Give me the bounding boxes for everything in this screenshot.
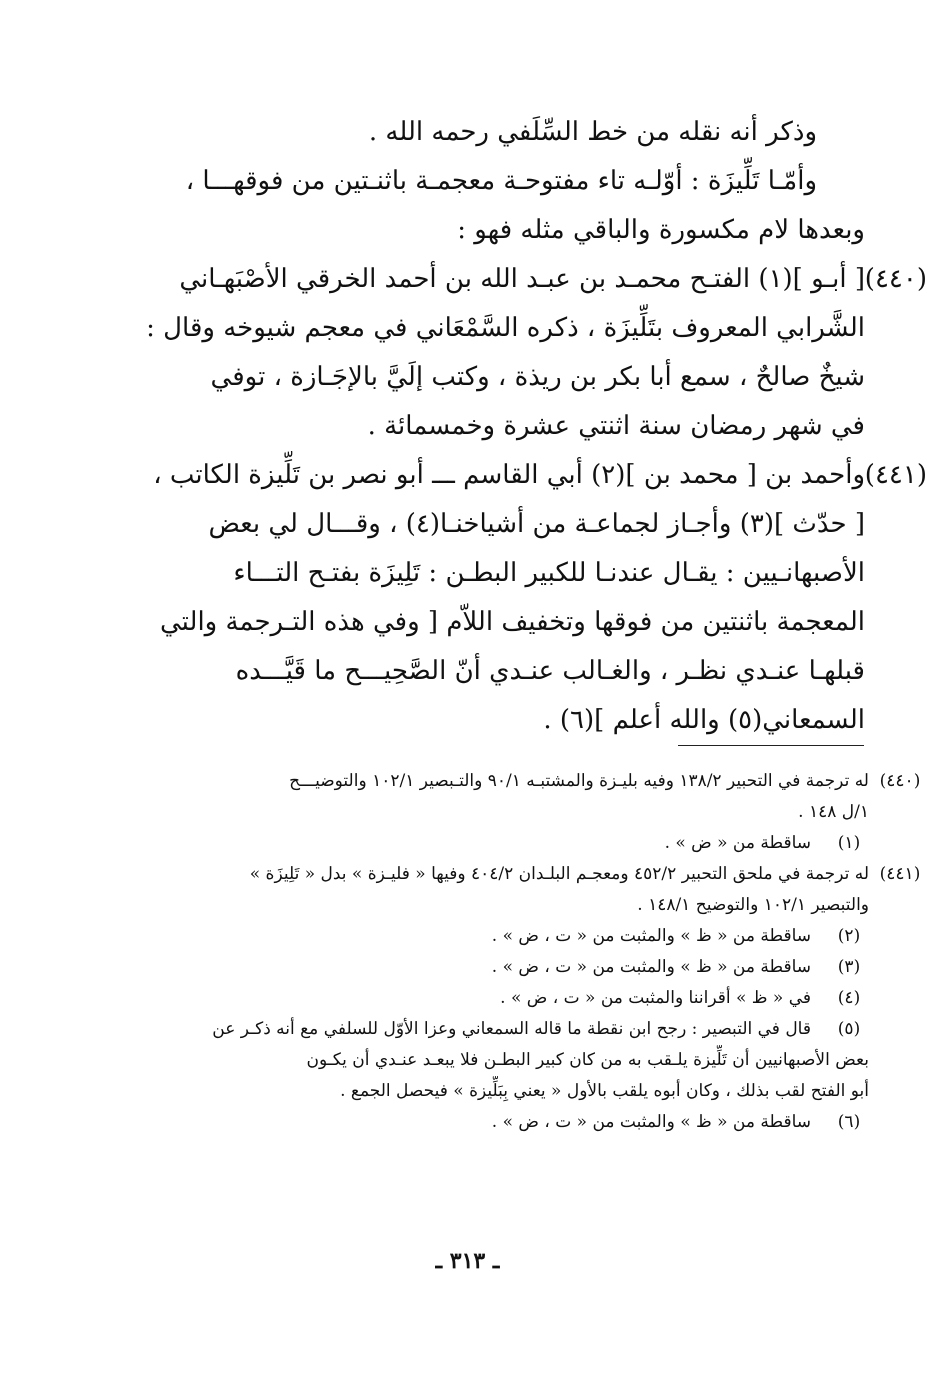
- main-text: [145, 108, 927, 745]
- footnote-441-4: [129, 983, 869, 1014]
- footnote-line: ساقطة من « ظ » والمثبت من « ت ، ض » .: [491, 1112, 811, 1132]
- text-line: وذكر أنه نقله من خط السِّلَفي رحمه الله .: [368, 117, 817, 147]
- footnotes: [129, 766, 921, 1138]
- footnote-440-1: [129, 828, 869, 859]
- footnote-line: أبو الفتح لقب بذلك ، وكان أبوه يلقب بالأول « يعني بِبَلِّيزة » فيحصل الجمع .: [340, 1081, 869, 1101]
- entry-441: [145, 451, 927, 745]
- footnote-number: (٦): [837, 1112, 861, 1132]
- footnote-441-6: [129, 1107, 869, 1138]
- footnote-number: (٣): [837, 957, 861, 977]
- page-number: ـ ٣١٣ ـ: [435, 1248, 500, 1274]
- footnote-line: له ترجمة في التحبير ١٣٨/٢ وفيه بليـزة والمشتبـه ٩٠/١ والتـبصير ١٠٢/١ والتوضيـــح: [289, 771, 869, 791]
- text-line: شيخٌ صالحٌ ، سمع أبا بكر بن ريذة ، وكتب إلَيَّ بالإجَـازة ، توفي: [210, 362, 865, 392]
- footnote-441: [129, 859, 921, 921]
- entry-number: (٤٤١): [864, 460, 927, 490]
- footnote-441-3: [129, 952, 869, 983]
- footnote-line: قال في التبصير : رجح ابن نقطة ما قاله السمعاني وعزا الأوّل للسلفي مع أنه ذكـر عن: [212, 1019, 811, 1039]
- footnote-number: (٢): [837, 926, 861, 946]
- text-line: وبعدها لام مكسورة والباقي مثله فهو :: [457, 215, 865, 245]
- footnote-number: (٥): [837, 1019, 861, 1039]
- text-line: وأحمد بن [ محمد بن ](٢) أبي القاسم ـــ أبو نصر بن تَلِّيزة الكاتب ،: [153, 460, 865, 490]
- footnote-line: له ترجمة في ملحق التحبير ٤٥٢/٢ ومعجـم البلـدان ٤٠٤/٢ وفيها « فليـزة » بدل « تَلِيزَة »: [249, 864, 869, 884]
- footnote-line: ساقطة من « ض » .: [664, 833, 811, 853]
- text-line: السمعاني(٥) والله أعلم ](٦) .: [543, 705, 865, 735]
- footnote-number: (٤٤٠): [879, 771, 921, 791]
- entry-440: [145, 255, 927, 451]
- footnote-divider: [678, 745, 864, 746]
- footnote-number: (٤٤١): [879, 864, 921, 884]
- footnote-line: ساقطة من « ظ » والمثبت من « ت ، ض » .: [491, 957, 811, 977]
- footnote-441-2: [129, 921, 869, 952]
- text-line: في شهر رمضان سنة اثنتي عشرة وخمسمائة .: [367, 411, 865, 441]
- footnote-line: بعض الأصبهانيين أن تَلِّيزة يلـقب به من كان كبير البطـن فلا يبعـد عنـدي أن يكـون: [306, 1050, 869, 1070]
- entry-number: (٤٤٠): [864, 264, 927, 294]
- text-line: [ حدّث ](٣) وأجـاز لجماعـة من أشياخنـا(٤) ، وقـــال لي بعض: [208, 509, 865, 539]
- footnote-line: ١/ل ١٤٨ .: [798, 802, 869, 822]
- footnote-number: (١): [837, 833, 861, 853]
- text-line: قبلهـا عنـدي نظـر ، والغـالب عنـدي أنّ الصَّحِيـــح ما قَيَّـــده: [235, 656, 865, 686]
- text-line: المعجمة باثنتين من فوقها وتخفيف اللاّم [ وفي هذه التـرجمة والتي: [160, 607, 865, 637]
- text-line: الأصبهانـيين : يقـال عندنـا للكبير البطـن : تَلِيزَة بفتـح التـــاء: [233, 558, 865, 588]
- footnote-440: [129, 766, 921, 828]
- footnote-number: (٤): [837, 988, 861, 1008]
- text-line: [ أبـو ](١) الفتـح محمـد بن عبـد الله بن أحمد الخرقي الأصْبَهـاني: [179, 264, 865, 294]
- footnote-441-5: [129, 1014, 869, 1107]
- footnote-line: ساقطة من « ظ » والمثبت من « ت ، ض » .: [491, 926, 811, 946]
- footnote-line: والتبصير ١٠٢/١ والتوضيح ١٤٨/١ .: [637, 895, 869, 915]
- footnote-line: في « ظ » أقراننا والمثبت من « ت ، ض » .: [500, 988, 811, 1008]
- text-line: وأمّـا تَلِّيزَة : أوّلـه تاء مفتوحـة معجمـة باثنـتين من فوقهـــا ،: [185, 166, 817, 196]
- text-line: الشَّرابي المعروف بتَلِّيزَة ، ذكره السَّمْعَاني في معجم شيوخه وقال :: [146, 313, 865, 343]
